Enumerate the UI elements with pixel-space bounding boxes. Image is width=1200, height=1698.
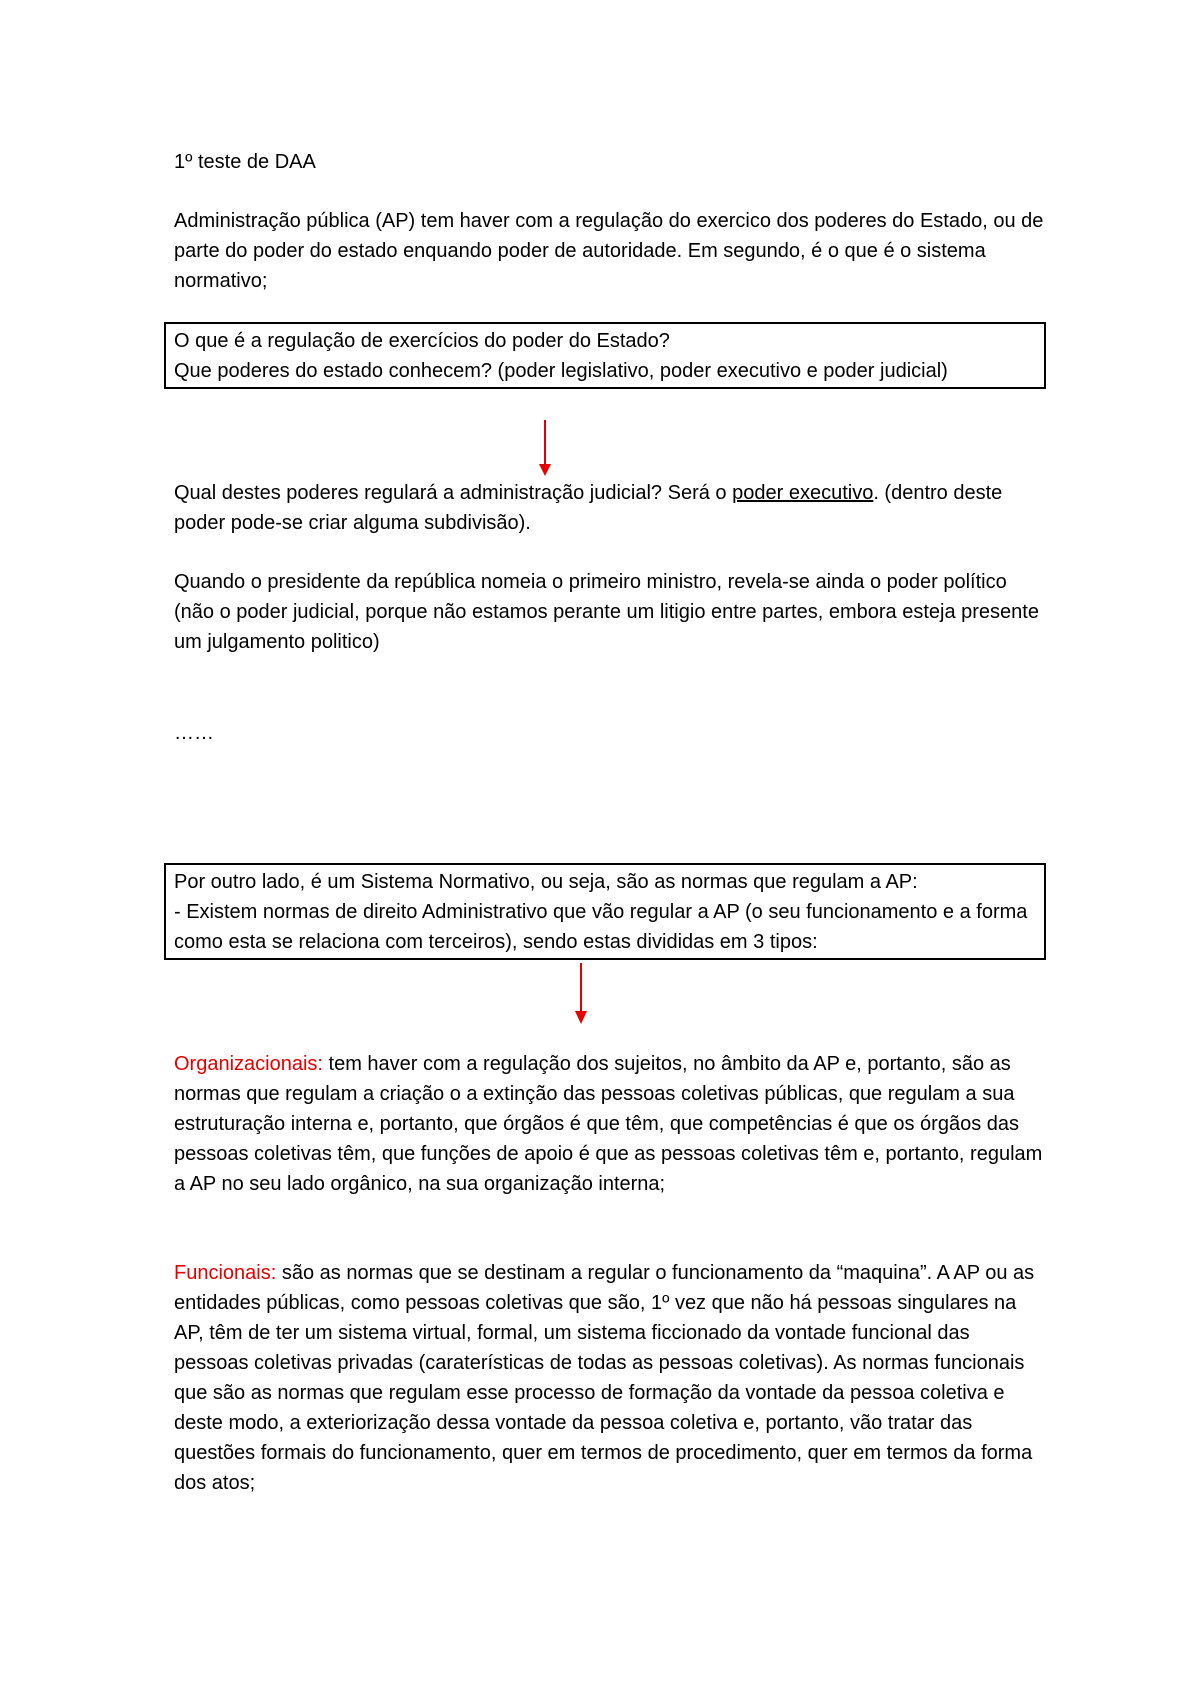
normative-box-line-1: Por outro lado, é um Sistema Normativo, ou seja, são as normas que regulam a AP: (174, 871, 918, 893)
normative-box-line-2: - Existem normas de direito Administrativo que vão regular a AP (o seu funcionamento e a forma como esta se relaciona com terceiros), sendo estas divididas em 3 tipos: (174, 901, 1028, 953)
president-paragraph: Quando o presidente da república nomeia o primeiro ministro, revela-se ainda o poder político (não o poder judicial, porque não estamos perante um litigio entre partes, embora esteja presente um julgamento politico) (174, 571, 1039, 653)
question-box-line-1: O que é a regulação de exercícios do poder do Estado? (174, 330, 670, 352)
question-text-end: . (dentro deste poder pode-se criar alguma subdivisão). (174, 482, 1003, 534)
organizacionais-text: tem haver com a regulação dos sujeitos, no âmbito da AP e, portanto, são as normas que regulam a criação o a extinção das pessoas coletivas públicas, que regulam a sua estruturação interna e, portanto, que órgãos é que têm, que competências é que os órgãos das pessoas coletivas têm, que funções de apoio é que as pessoas coletivas têm e, portanto, regulam a AP no seu lado orgânico, na sua organização interna; (174, 1053, 1043, 1195)
question-text-start: Qual destes poderes regulará a administração judicial? Será o (174, 482, 733, 504)
question-box-line-2: Que poderes do estado conhecem? (poder legislativo, poder executivo e poder judicial) (174, 360, 948, 382)
organizacionais-paragraph (174, 1049, 1044, 1199)
down-arrow-icon (573, 963, 589, 1026)
organizacionais-label: Organizacionais: (174, 1053, 323, 1075)
down-arrow-icon (537, 420, 553, 478)
underlined-phrase: poder executivo (732, 482, 874, 504)
normative-system-box (164, 863, 1046, 960)
ellipsis-text: …… (174, 722, 214, 744)
intro-paragraph: Administração pública (AP) tem haver com a regulação do exercico dos poderes do Estado, ou de parte do poder do estado enquando poder de autoridade. Em segundo, é o que é o sistema normativo; (174, 210, 1044, 292)
funcionais-label: Funcionais: (174, 1262, 277, 1284)
funcionais-text: são as normas que se destinam a regular o funcionamento da “maquina”. A AP ou as entidades públicas, como pessoas coletivas que são, 1º vez que não há pessoas singulares na AP, têm de ter um sistema virtual, formal, um sistema ficcionado da vontade funcional das pessoas coletivas privadas (caraterísticas de todas as pessoas coletivas). As normas funcionais que são as normas que regulam esse processo de formação da vontade da pessoa coletiva e deste modo, a exteriorização dessa vontade da pessoa coletiva e, portanto, vão tratar das questões formais do funcionamento, quer em termos de procedimento, quer em termos da forma dos atos; (174, 1262, 1035, 1494)
page-title: 1º teste de DAA (174, 151, 316, 173)
question-box (164, 322, 1046, 389)
question-paragraph (174, 478, 1044, 538)
funcionais-paragraph (174, 1258, 1044, 1498)
